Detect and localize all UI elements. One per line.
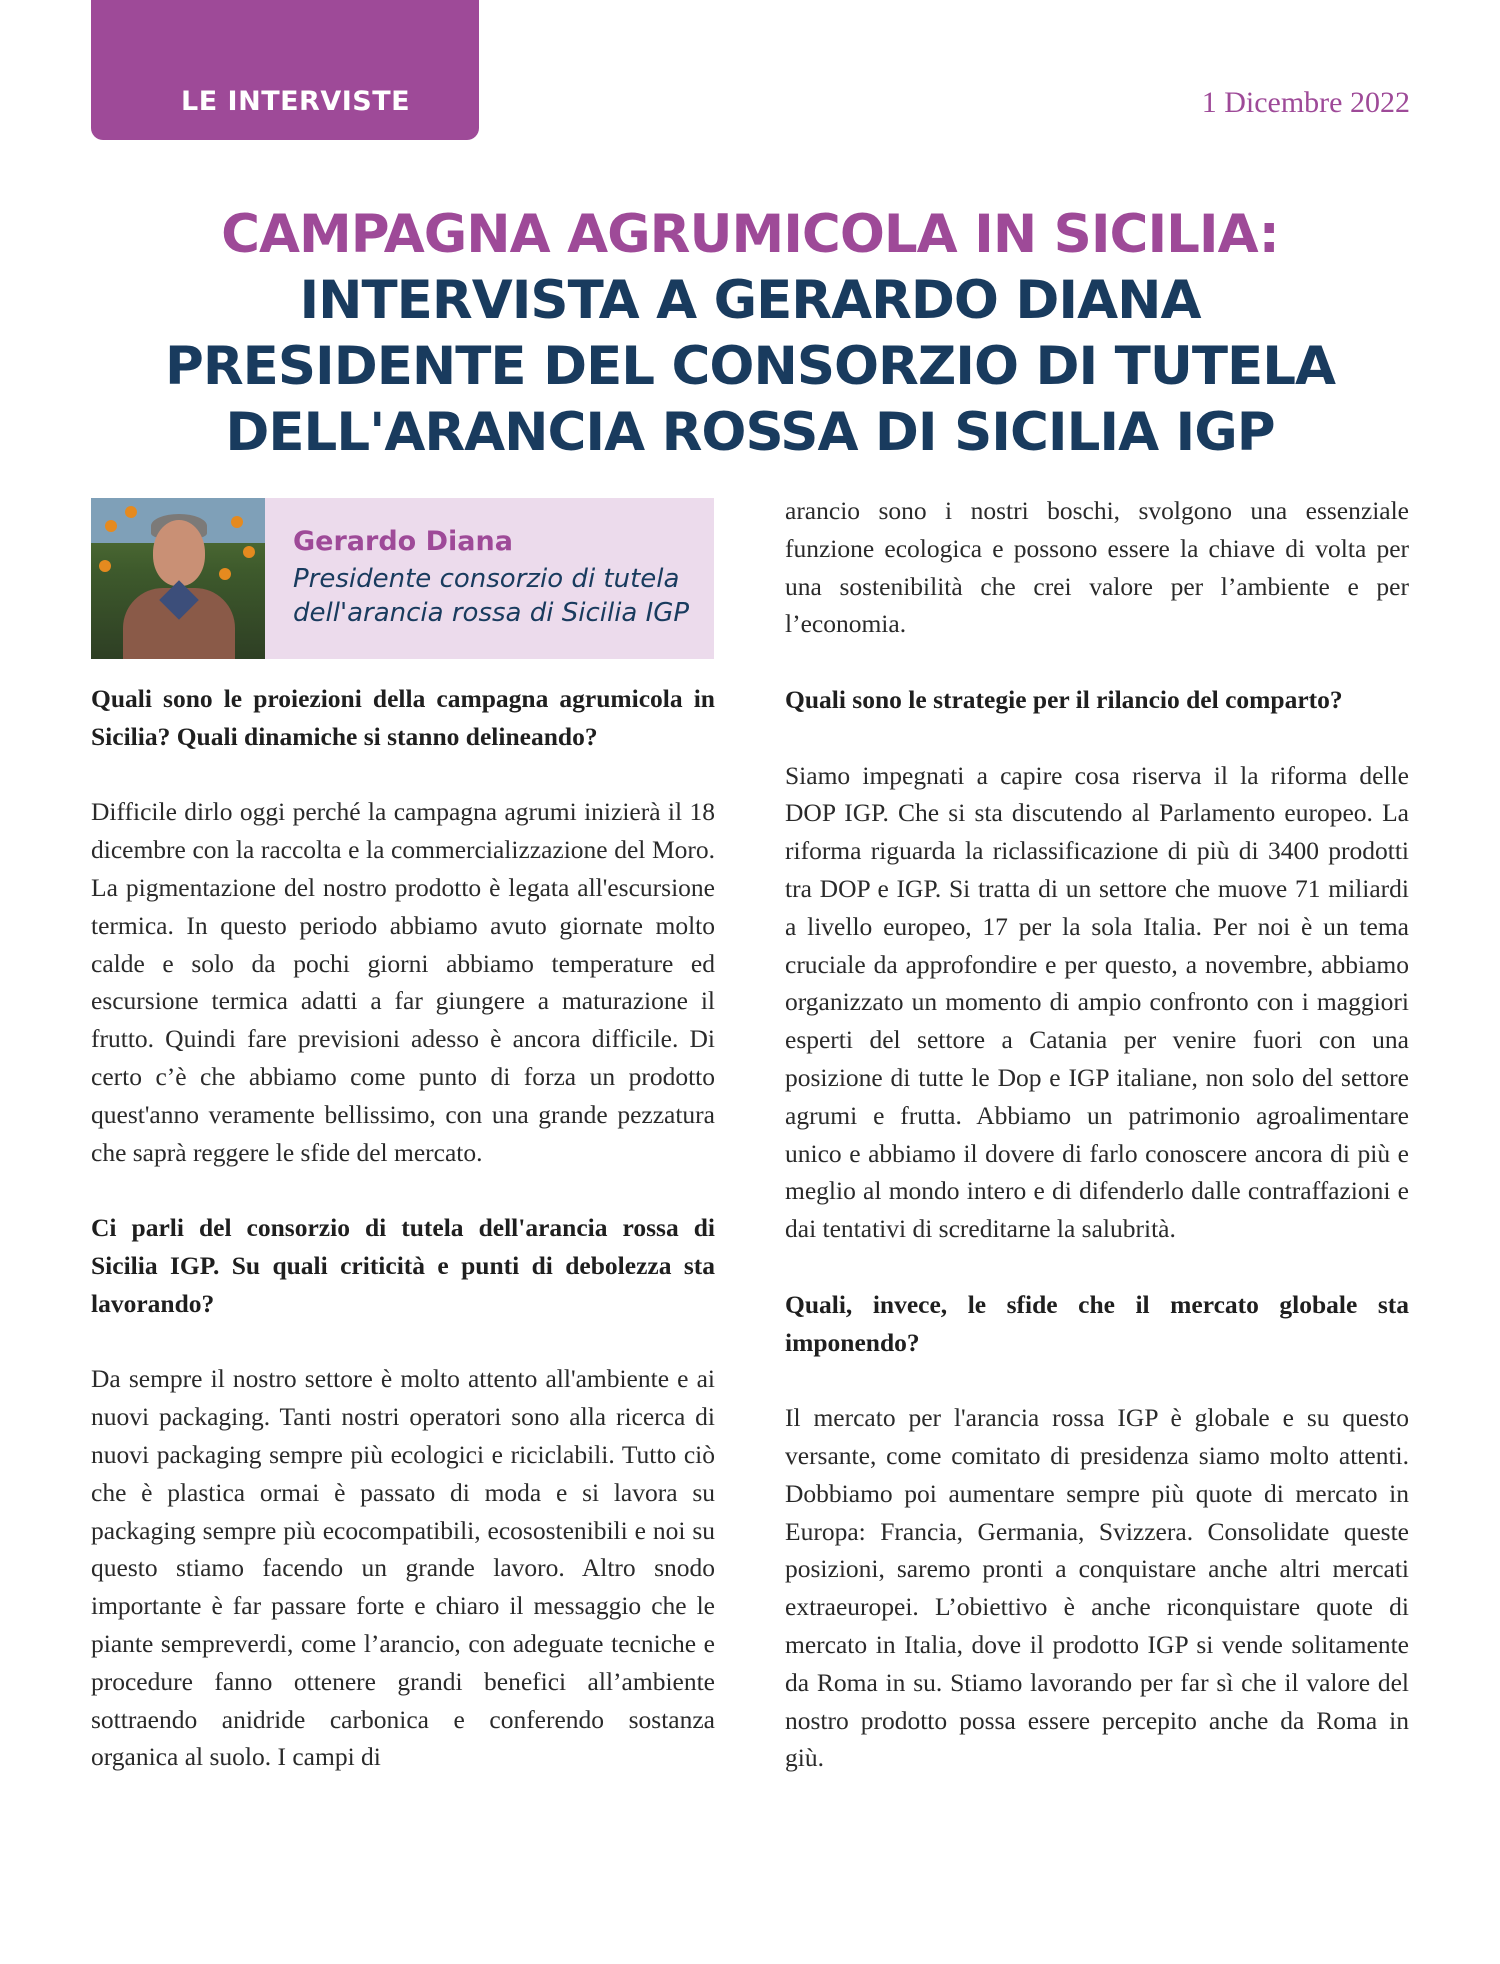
interviewee-card — [91, 498, 714, 659]
answer-2-part-1: Da sempre il nostro settore è molto attento all'ambiente e ai nuovi packaging. Tanti nostri operatori sono alla ricerca di nuovi packaging sempre più ecologici e riciclabili. Tutto ciò che è plastica ormai è passato di moda e si lavora su packaging sempre più ecocompatibili, ecosostenibili e noi su questo stiamo facendo un grande lavoro. Altro snodo importante è far passare forte e chiaro il messaggio che le piante sempreverdi, come l’arancio, con adeguate tecniche e procedure fanno ottenere grandi benefici all’ambiente sottraendo anidride carbonica e conferendo sostanza organica al suolo. I campi di — [91, 1364, 715, 1772]
question-1: Quali sono le proiezioni della campagna agrumicola in Sicilia? Quali dinamiche si stanno delineando? — [91, 684, 715, 751]
question-4: Quali, invece, le sfide che il mercato globale sta imponendo? — [785, 1289, 1409, 1357]
role-line-1: Presidente consorzio di tutela — [293, 564, 680, 594]
title-line-4: DELL'ARANCIA ROSSA DI SICILIA IGP — [225, 402, 1275, 463]
left-column — [91, 680, 715, 1776]
answer-3: Siamo impegnati a capire cosa riserva il la riforma delle DOP IGP. Che si sta discutendo al Parlamento europeo. La riforma riguarda la riclassificazione di più di 3400 prodotti tra DOP e IGP. Si tratta di un settore che muove 71 miliardi a livello europeo, 17 per la sola Italia. Per noi è un tema cruciale da approfondire e per questo, a novembre, abbiamo organizzato un momento di ampio confronto con i maggiori esperti del settore a Catania per venire fuori con una posizione di tutte le Dop e IGP italiane, non solo del settore agrumi e frutta. Abbiamo un patrimonio agroalimentare unico e abbiamo il dovere di farlo conoscere ancora di più e meglio al mondo intero e di difenderlo dalle contraffazioni e dai tentativi di screditarne la salubrità. — [785, 760, 1409, 1244]
role-line-2: dell'arancia rossa di Sicilia IGP — [293, 598, 690, 628]
title-line-3: PRESIDENTE DEL CONSORZIO DI TUTELA — [164, 336, 1336, 397]
section-label: LE INTERVISTE — [181, 86, 411, 117]
title-line-1: CAMPAGNA AGRUMICOLA IN SICILIA: — [221, 204, 1279, 265]
answer-4: Il mercato per l'arancia rossa IGP è globale e su questo versante, come comitato di presidenza siamo molto attenti. Dobbiamo poi aumentare sempre più quote di mercato in Europa: Francia, Germania, Svizzera. Consolidate queste posizioni, saremo pronti a conquistare anche altri mercati extraeuropei. L’obiettivo è anche riconquistare quote di mercato in Italia, dove il prodotto IGP si vende solitamente da Roma in su. Stiamo lavorando per far sì che il valore del nostro prodotto possa essere percepito anche da Roma in giù. — [785, 1403, 1409, 1773]
question-3: Quali sono le strategie per il rilancio del comparto? — [785, 684, 1343, 714]
portrait-photo — [91, 498, 265, 659]
page-title — [60, 202, 1440, 466]
answer-2-part-2: arancio sono i nostri boschi, svolgono una essenziale funzione ecologica e possono essere la chiave di volta per una sostenibilità che crei valore per l’ambiente e per l’economia. — [785, 496, 1409, 639]
title-line-2: INTERVISTA A GERARDO DIANA — [299, 270, 1201, 331]
interviewee-name: Gerardo Diana — [293, 526, 513, 557]
question-2: Ci parli del consorzio di tutela dell'arancia rossa di Sicilia IGP. Su quali criticità e punti di debolezza sta lavorando? — [91, 1213, 715, 1318]
publication-date: 1 Dicembre 2022 — [1201, 86, 1410, 119]
answer-1: Difficile dirlo oggi perché la campagna agrumi inizierà il 18 dicembre con la raccolta e la commercializzazione del Moro. La pigmentazione del nostro prodotto è legata all'escursione termica. In questo periodo abbiamo avuto giornate molto calde e solo da pochi giorni abbiamo temperature ed escursione termica adatti a far giungere a maturazione il frutto. Quindi fare previsioni adesso è ancora difficile. Di certo c’è che abbiamo come punto di forza un prodotto quest'anno veramente bellissimo, con una grande pezzatura che saprà reggere le sfide del mercato. — [91, 797, 715, 1167]
interviewee-role — [293, 562, 703, 630]
section-tab — [91, 0, 479, 140]
right-column — [785, 492, 1409, 1777]
